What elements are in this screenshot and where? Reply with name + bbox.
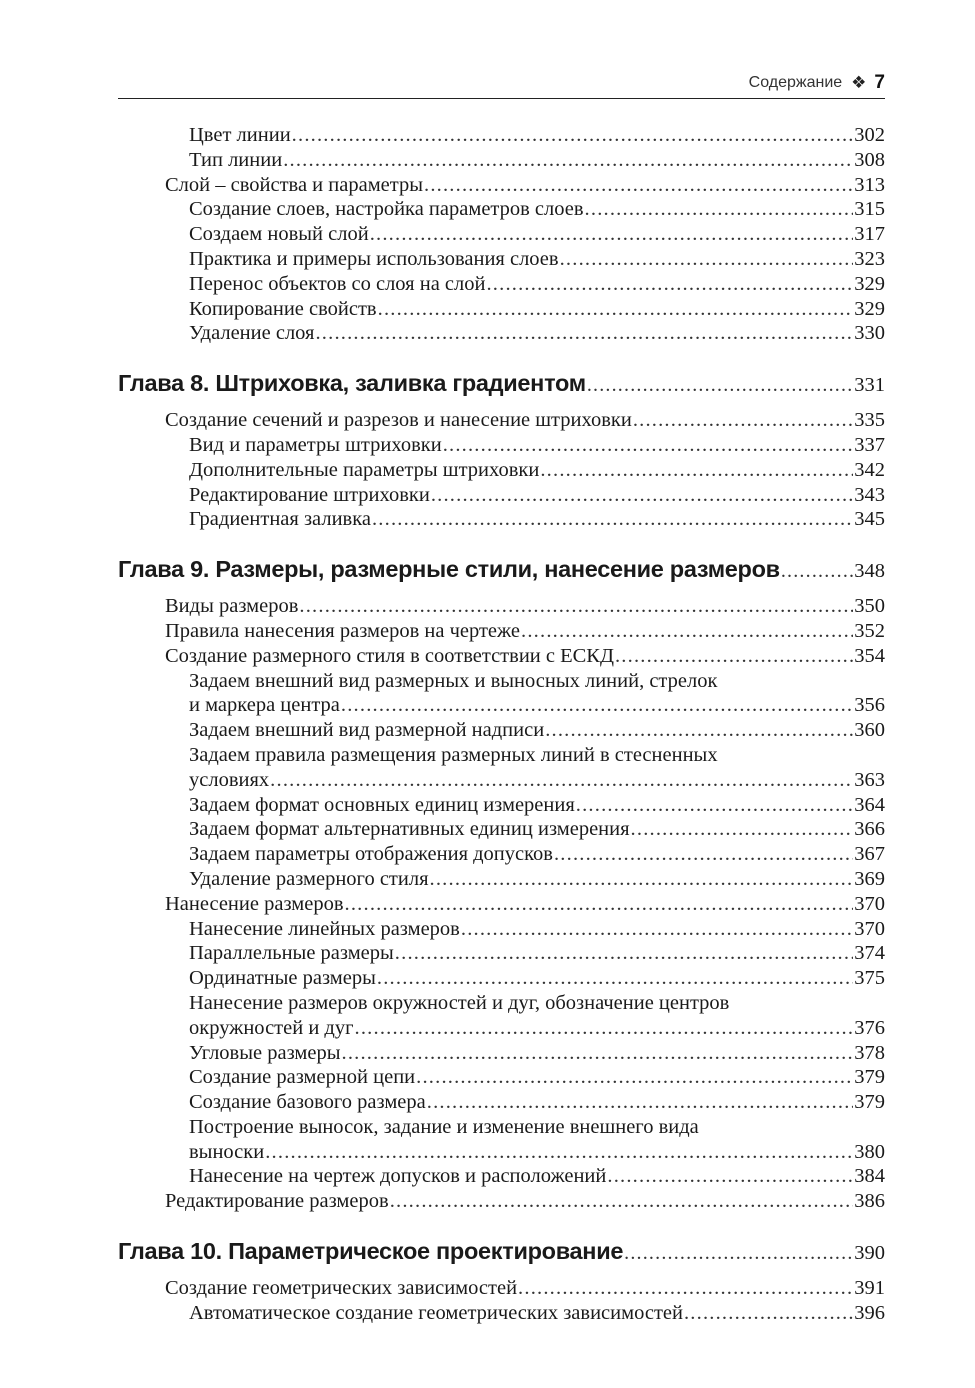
toc-entry[interactable]	[118, 892, 885, 917]
dot-leader	[443, 433, 854, 458]
toc-entry[interactable]	[118, 123, 885, 148]
toc-entry[interactable]	[118, 433, 885, 458]
toc-entry-title: Задаем внешний вид размерной надписи	[189, 719, 545, 742]
toc-entry-title: Редактирование штриховки	[189, 483, 430, 506]
toc-entry-title: Правила нанесения размеров на чертеже	[165, 619, 521, 642]
page-number: 337	[854, 433, 885, 456]
page-number: 331	[854, 374, 885, 397]
toc-entry[interactable]	[118, 197, 885, 222]
toc-entry[interactable]	[118, 173, 885, 198]
toc-entry-title: Создание базового размера	[189, 1091, 426, 1114]
page-number: 329	[854, 272, 885, 295]
toc-entry-title: Практика и примеры использования слоев	[189, 247, 559, 270]
toc-entry-title: Создание геометрических зависимостей	[165, 1277, 518, 1300]
dot-leader	[372, 507, 853, 532]
dot-leader	[461, 917, 853, 942]
page-number: 376	[854, 1016, 885, 1039]
page-number: 378	[854, 1041, 885, 1064]
page-number: 329	[854, 297, 885, 320]
table-of-contents	[118, 123, 885, 1326]
dot-leader	[624, 1242, 853, 1265]
toc-entry[interactable]	[118, 1065, 885, 1090]
toc-entry-title: Слой – свойства и параметры	[165, 173, 423, 196]
page-number: 335	[854, 409, 885, 432]
page-number: 367	[854, 843, 885, 866]
toc-entry-title: Перенос объектов со слоя на слой	[189, 272, 486, 295]
toc-entry[interactable]	[118, 297, 885, 322]
toc-entry-title: Автоматическое создание геометрических зависимостей	[189, 1301, 683, 1324]
page-number: 323	[854, 247, 885, 270]
toc-entry[interactable]	[118, 1164, 885, 1189]
toc-entry-title: Копирование свойств	[189, 297, 377, 320]
toc-entry[interactable]	[118, 148, 885, 173]
dot-leader	[377, 966, 853, 991]
page-number: 308	[854, 148, 885, 171]
dot-leader	[540, 458, 853, 483]
page-number: 379	[854, 1066, 885, 1089]
toc-entry-title: Удаление слоя	[189, 322, 315, 345]
toc-entry[interactable]	[118, 222, 885, 247]
page-number: 343	[854, 483, 885, 506]
toc-entry[interactable]	[118, 1189, 885, 1214]
dot-leader	[587, 374, 853, 397]
toc-entry-title: Параллельные размеры	[189, 942, 394, 965]
toc-entry-title: Задаем правила размещения размерных линий в стесненных	[189, 743, 718, 766]
page-number: 396	[854, 1301, 885, 1324]
dot-leader	[521, 619, 853, 644]
toc-entry[interactable]	[118, 483, 885, 508]
page-number: 350	[854, 595, 885, 618]
dot-leader	[416, 1065, 853, 1090]
toc-entry-title: Нанесение на чертеж допусков и расположений	[189, 1165, 607, 1188]
page-number: 302	[854, 124, 885, 146]
dot-leader	[781, 560, 853, 583]
dot-leader	[554, 842, 853, 867]
toc-entry-title: Создание размерной цепи	[189, 1066, 416, 1089]
toc-entry[interactable]	[118, 272, 885, 297]
page-number: 386	[854, 1190, 885, 1213]
dot-leader	[315, 321, 853, 346]
toc-entry-title: условиях	[189, 768, 270, 791]
page-number: 375	[854, 967, 885, 990]
dot-leader	[631, 817, 854, 842]
dot-leader	[370, 222, 854, 247]
toc-entry-title: Задаем параметры отображения допусков	[189, 843, 553, 866]
page-number: 384	[854, 1165, 885, 1188]
toc-chapter[interactable]	[118, 370, 885, 404]
dot-leader	[576, 793, 853, 818]
toc-entry-title: Ординатные размеры	[189, 967, 376, 990]
toc-entry-title: Создание размерного стиля в соответствии с ЕСКД	[165, 644, 614, 667]
toc-entry[interactable]	[118, 817, 885, 842]
toc-entry-title: Создаем новый слой	[189, 223, 369, 246]
page-number: 369	[854, 867, 885, 890]
toc-entry-title: Нанесение размеров	[165, 892, 344, 915]
toc-entry-title: Задаем формат альтернативных единиц измерения	[189, 818, 630, 841]
page-number: 374	[854, 942, 885, 965]
toc-entry[interactable]	[118, 408, 885, 433]
page-number: 366	[854, 818, 885, 841]
dot-leader	[607, 1164, 853, 1189]
ornament-icon: ❖	[851, 73, 867, 92]
dot-leader	[518, 1276, 853, 1301]
toc-entry-title: Тип линии	[189, 148, 283, 171]
header-page-number: 7	[874, 72, 885, 93]
toc-entry-title: Угловые размеры	[189, 1041, 341, 1064]
chapter-title: Глава 8. Штриховка, заливка градиентом	[118, 370, 586, 397]
toc-entry-title: Виды размеров	[165, 595, 299, 618]
page-number: 348	[854, 560, 885, 583]
toc-entry[interactable]	[118, 1090, 885, 1115]
page-number: 363	[854, 768, 885, 791]
dot-leader	[378, 297, 854, 322]
toc-entry[interactable]	[118, 1276, 885, 1301]
page-number: 370	[854, 892, 885, 915]
toc-entry-title: окружностей и дуг	[189, 1016, 354, 1039]
header-section-title: Содержание	[748, 74, 843, 91]
page-number: 364	[854, 793, 885, 816]
toc-entry-title: Удаление размерного стиля	[189, 867, 429, 890]
dot-leader	[427, 1090, 854, 1115]
toc-entry[interactable]	[118, 718, 885, 743]
toc-entry-title: Цвет линии	[189, 124, 291, 146]
dot-leader	[684, 1301, 853, 1326]
toc-entry-title: выноски	[189, 1140, 265, 1163]
toc-entry-title: Нанесение линейных размеров	[189, 917, 460, 940]
running-header	[118, 68, 885, 99]
toc-entry[interactable]	[118, 693, 885, 718]
toc-entry-title: Нанесение размеров окружностей и дуг, обозначение центров	[189, 991, 730, 1014]
dot-leader	[283, 148, 853, 173]
toc-entry[interactable]	[118, 507, 885, 532]
dot-leader	[265, 1140, 853, 1165]
dot-leader	[342, 1041, 854, 1066]
toc-entry[interactable]	[118, 247, 885, 272]
dot-leader	[292, 123, 854, 148]
toc-entry[interactable]	[118, 1041, 885, 1066]
chapter-title: Глава 9. Размеры, размерные стили, нанесение размеров	[118, 556, 780, 583]
toc-entry-title: Вид и параметры штриховки	[189, 433, 442, 456]
toc-entry[interactable]	[118, 458, 885, 483]
page-number: 370	[854, 917, 885, 940]
toc-entry[interactable]	[118, 793, 885, 818]
dot-leader	[545, 718, 853, 743]
toc-entry[interactable]	[118, 917, 885, 942]
toc-entry-title: Задаем формат основных единиц измерения	[189, 793, 575, 816]
page-number: 313	[854, 173, 885, 196]
page-number: 352	[854, 619, 885, 642]
dot-leader	[270, 768, 853, 793]
page-number: 379	[854, 1091, 885, 1114]
toc-entry-title: Дополнительные параметры штриховки	[189, 458, 540, 481]
page-number: 354	[854, 644, 885, 667]
toc-entry[interactable]	[118, 594, 885, 619]
dot-leader	[390, 1189, 854, 1214]
dot-leader	[299, 594, 853, 619]
toc-entry-title: Создание слоев, настройка параметров слоев	[189, 198, 584, 221]
dot-leader	[585, 197, 854, 222]
toc-entry[interactable]	[118, 1016, 885, 1041]
page-number: 345	[854, 508, 885, 531]
dot-leader	[341, 693, 853, 718]
toc-chapter[interactable]	[118, 1238, 885, 1272]
dot-leader	[486, 272, 853, 297]
toc-entry-title: Построение выносок, задание и изменение внешнего вида	[189, 1115, 699, 1138]
dot-leader	[424, 173, 853, 198]
dot-leader	[615, 644, 853, 669]
page-number: 380	[854, 1140, 885, 1163]
toc-entry[interactable]	[118, 644, 885, 669]
toc-entry[interactable]	[118, 1140, 885, 1165]
dot-leader	[345, 892, 854, 917]
toc-entry[interactable]	[118, 842, 885, 867]
page-number: 391	[854, 1277, 885, 1300]
toc-entry[interactable]	[118, 966, 885, 991]
toc-entry-title: Редактирование размеров	[165, 1190, 389, 1213]
toc-entry-title: Задаем внешний вид размерных и выносных линий, стрелок	[189, 669, 718, 692]
toc-chapter[interactable]	[118, 556, 885, 590]
toc-entry-title: и маркера центра	[189, 694, 340, 717]
dot-leader	[430, 867, 854, 892]
page-number: 356	[854, 694, 885, 717]
dot-leader	[431, 483, 853, 508]
page-number: 342	[854, 458, 885, 481]
toc-entry-title: Градиентная заливка	[189, 508, 371, 531]
toc-entry[interactable]	[118, 619, 885, 644]
toc-entry[interactable]	[118, 941, 885, 966]
dot-leader	[560, 247, 854, 272]
page-number: 315	[854, 198, 885, 221]
toc-entry[interactable]	[118, 867, 885, 892]
dot-leader	[355, 1016, 854, 1041]
toc-entry[interactable]	[118, 1301, 885, 1326]
toc-entry[interactable]	[118, 321, 885, 346]
page-number: 390	[854, 1242, 885, 1265]
page-number: 317	[854, 223, 885, 246]
chapter-title: Глава 10. Параметрическое проектирование	[118, 1238, 624, 1265]
page-number: 360	[854, 719, 885, 742]
dot-leader	[395, 941, 853, 966]
dot-leader	[633, 408, 853, 433]
toc-entry[interactable]	[118, 768, 885, 793]
page-number: 330	[854, 322, 885, 345]
toc-entry-title: Создание сечений и разрезов и нанесение штриховки	[165, 409, 632, 432]
